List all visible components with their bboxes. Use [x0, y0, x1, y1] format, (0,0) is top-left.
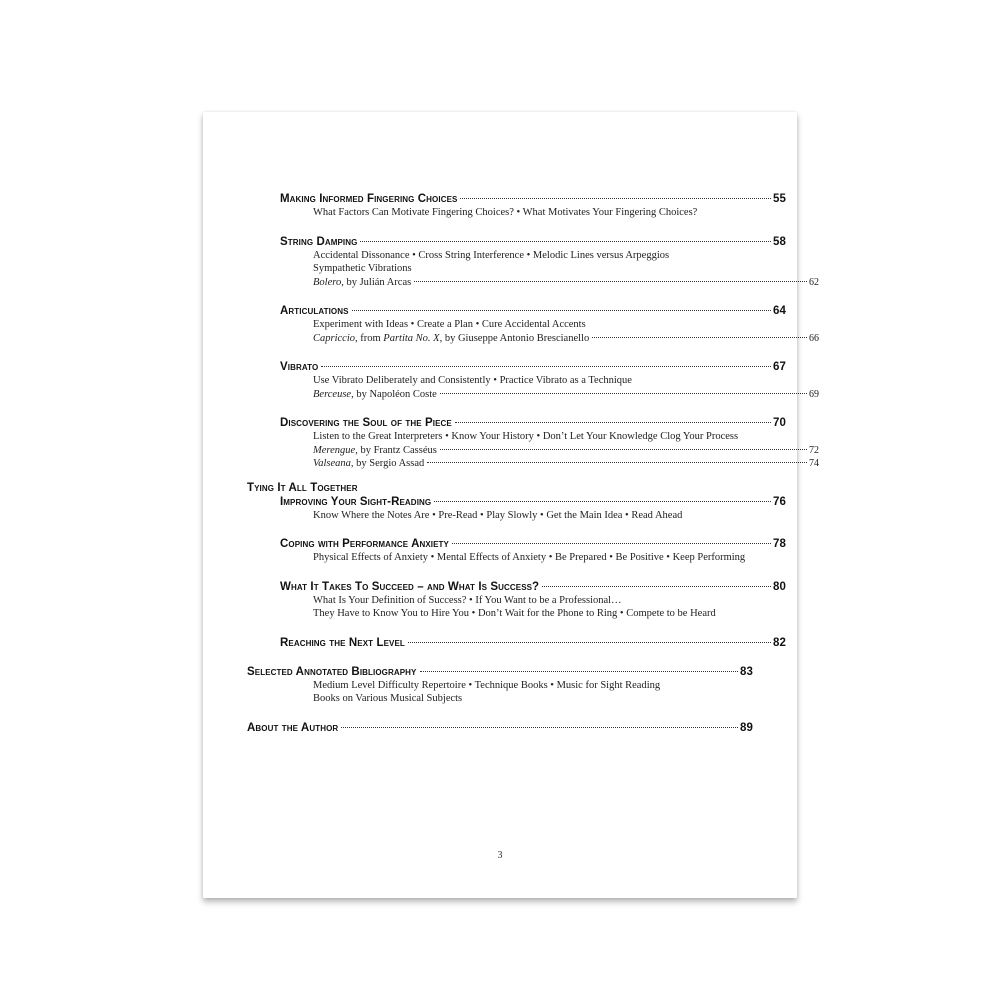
toc-entry-title: Vibrato [280, 361, 319, 373]
piece-title: Capriccio [313, 332, 355, 344]
dot-leader [408, 642, 771, 643]
toc-topics: What Is Your Definition of Success? • If You Want to be a Professional… [313, 594, 622, 606]
toc-entry-vibrato [247, 360, 786, 374]
toc-topics: Accidental Dissonance • Cross String Interference • Melodic Lines versus Arpeggios [313, 249, 670, 261]
toc-topics: Know Where the Notes Are • Pre-Read • Play Slowly • Get the Main Idea • Read Ahead [313, 509, 683, 521]
dot-leader [321, 366, 771, 367]
toc-topics: Books on Various Musical Subjects [313, 693, 463, 704]
piece-composer: , by Napoléon Coste [351, 388, 437, 400]
toc-entry-title: Selected Annotated Bibliography [247, 665, 417, 678]
toc-topics: Experiment with Ideas • Create a Plan • Cure Accidental Accents [313, 319, 586, 330]
toc-entry-title: Articulations [280, 305, 349, 317]
toc-entry-bibliography [247, 665, 753, 679]
piece-page: 62 [809, 276, 819, 288]
toc-topics: Use Vibrato Deliberately and Consistently • Practice Vibrato as a Technique [313, 375, 632, 386]
toc-entry-next-level [247, 636, 786, 650]
toc-topics: They Have to Know You to Hire You • Don’t Wait for the Phone to Ring • Compete to be Heard [313, 608, 716, 619]
dot-leader [455, 422, 771, 423]
dot-leader [452, 543, 771, 544]
dot-leader [592, 337, 807, 338]
toc-entry-fingering [247, 192, 786, 206]
piece-title: Valseana [313, 458, 351, 469]
toc-entry-page: 83 [740, 665, 753, 678]
piece-title: Bolero [313, 276, 342, 288]
toc-piece [247, 457, 819, 471]
toc-entry-page: 82 [773, 636, 786, 649]
toc-entry-page: 55 [773, 193, 786, 205]
toc-piece [247, 276, 819, 290]
toc-entry-title: Making Informed Fingering Choices [280, 193, 458, 205]
piece-page: 72 [809, 444, 819, 456]
piece-composer: , by Frantz Casséus [355, 444, 437, 456]
piece-composer: , by Sergio Assad [350, 458, 425, 469]
toc-entry-page: 67 [773, 361, 786, 373]
toc-entry-damping [247, 235, 786, 249]
piece-page: 69 [809, 388, 819, 400]
toc-entry-page: 78 [773, 538, 786, 550]
toc-topics: What Factors Can Motivate Fingering Choices? • What Motivates Your Fingering Choices? [313, 207, 698, 218]
toc-topics: Medium Level Difficulty Repertoire • Technique Books • Music for Sight Reading [313, 679, 661, 691]
dot-leader [542, 586, 771, 587]
toc-topics: Listen to the Great Interpreters • Know Your History • Don’t Let Your Knowledge Clog Your Process [313, 431, 739, 442]
piece-page: 74 [809, 458, 819, 469]
piece-page: 66 [809, 332, 819, 344]
toc-part-heading [247, 481, 753, 495]
toc-entry-page: 80 [773, 580, 786, 593]
toc-entry-sight-reading [247, 495, 786, 509]
table-of-contents [247, 192, 819, 735]
toc-entry-title: Reaching the Next Level [280, 636, 405, 649]
toc-entry-anxiety [247, 537, 786, 551]
piece-title: Merengue [313, 444, 356, 456]
toc-entry-articulations [247, 304, 786, 318]
toc-piece [247, 444, 819, 458]
toc-entry-title: Coping with Performance Anxiety [280, 538, 449, 550]
toc-entry-page: 76 [773, 495, 786, 508]
piece-composer: , by Julián Arcas [341, 276, 412, 288]
dot-leader [341, 727, 738, 728]
toc-topics: Physical Effects of Anxiety • Mental Effects of Anxiety • Be Prepared • Be Positive • Keep Performing [313, 552, 746, 563]
piece-collection: Partita No. X [383, 332, 440, 344]
toc-entry-title: String Damping [280, 235, 358, 248]
page-number: 3 [497, 850, 503, 861]
toc-piece: Capriccio, from Partita No. X, by Giuseppe Antonio Brescianello 66 [313, 332, 819, 344]
dot-leader [420, 671, 739, 672]
toc-topics: Sympathetic Vibrations [313, 263, 412, 274]
dot-leader [460, 198, 771, 199]
toc-entry-page: 70 [773, 417, 786, 429]
dot-leader [414, 281, 807, 282]
toc-part-title: Tying It All Together [247, 481, 358, 494]
piece-title: Berceuse [313, 388, 352, 400]
toc-entry-page: 64 [773, 305, 786, 317]
toc-entry-title: What It Takes To Succeed – and What Is Success? [280, 580, 540, 593]
toc-piece [247, 388, 819, 402]
toc-entry-title: Discovering the Soul of the Piece [280, 417, 452, 429]
toc-entry-title: About the Author [247, 721, 339, 734]
toc-entry-title: Improving Your Sight-Reading [280, 495, 432, 508]
toc-entry-page: 58 [773, 235, 786, 248]
dot-leader [440, 449, 807, 450]
dot-leader [427, 462, 807, 463]
toc-entry-author [247, 721, 753, 735]
dot-leader [434, 501, 771, 502]
piece-composer: , by Giuseppe Antonio Brescianello [439, 332, 590, 344]
toc-entry-soul [247, 416, 786, 430]
book-page [203, 112, 819, 898]
toc-entry-succeed [247, 580, 786, 594]
dot-leader [352, 310, 771, 311]
dot-leader [360, 241, 771, 242]
dot-leader [440, 393, 807, 394]
toc-entry-page: 89 [740, 721, 753, 734]
